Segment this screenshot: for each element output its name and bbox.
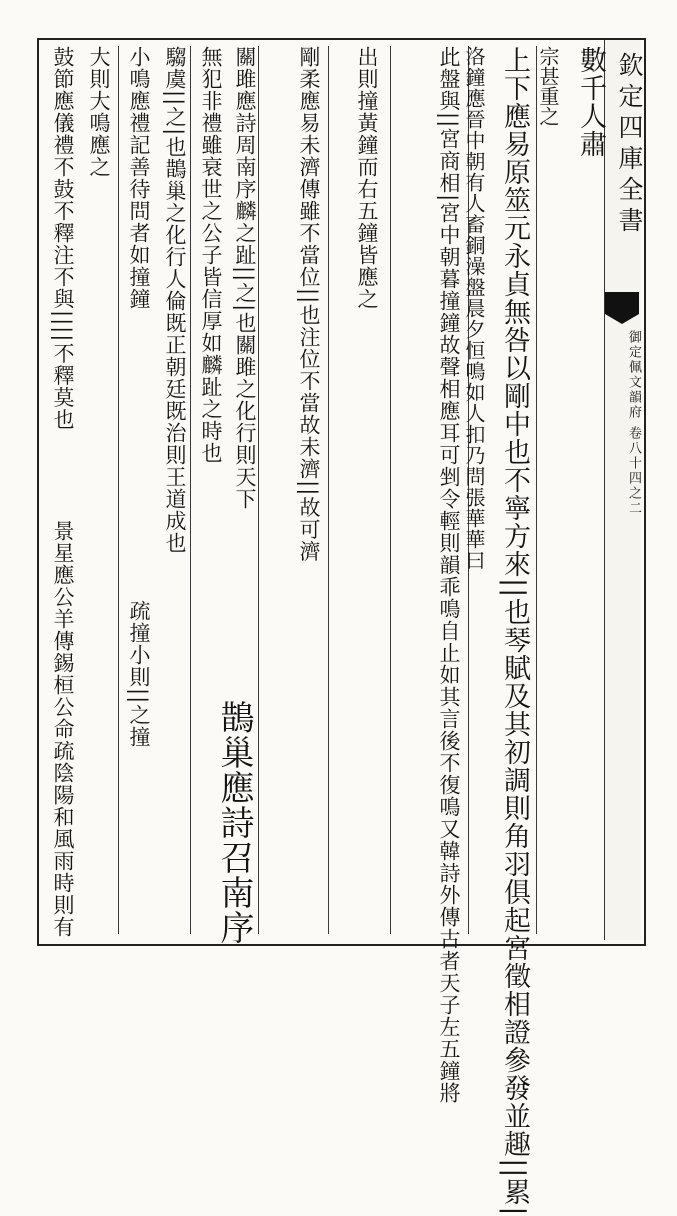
text-column-6: 剛柔應易未濟傳雖不當位||也注位不當故未濟||故可濟 [297,46,321,563]
text-column-8: 無犯非禮雖衰世之公子皆信厚如麟趾之時也 [199,46,223,464]
column-rule [536,46,537,934]
text-column-9: 鵲巢應詩召南序 [214,700,254,945]
text-column-3b: 洛鐘應晉中朝有人畜銅澡盤晨夕恒鳴如人扣乃問張華華曰 [462,46,486,571]
text-column-4: 此盤與||宮商相|宮中朝暮撞鐘故聲相應耳可剉令輕則韻乖鳴自止如其言後不復鳴又韓詩外傳古者天子左五鐘將 [437,46,461,1105]
margin-volume: 御定佩文韻府 卷八十四之二 [626,330,641,517]
margin-header: 欽定四庫全書 [615,52,644,238]
text-column-11: 小鳴應禮記善待問者如撞鐘 [127,46,151,310]
text-column-10: 騶虞||之|也鵲巢之化行人倫既正朝廷既治則王道成也 [163,46,187,555]
text-column-5: 出則撞黃鐘而右五鐘皆應之 [355,46,379,310]
text-column-15: 景星應公羊傳錫桓公命疏陰陽和風雨時則有 [51,520,75,938]
column-rule [118,46,119,934]
text-column-3: 上下應易原筮元永貞無咎以剛中也不寧方來||也琴賦及其初調則角羽俱起宮徵相證參發並趣||累| [499,46,530,1216]
text-column-13: 大則大鳴應之 [87,46,111,178]
text-column-2: 宗甚重之 [536,46,560,126]
text-column-7: 關雎應詩周南序麟之趾||之|也關雎之化行則天下 [233,46,257,511]
column-rule [190,46,191,934]
text-column-14: 鼓節應儀禮不鼓不釋注不與||||不釋莫也 [51,46,75,431]
text-column-12: 疏撞小則||之撞 [127,600,151,749]
column-rule [390,46,391,934]
column-rule [328,46,329,934]
text-column-1: 數千人肅 [575,46,606,158]
